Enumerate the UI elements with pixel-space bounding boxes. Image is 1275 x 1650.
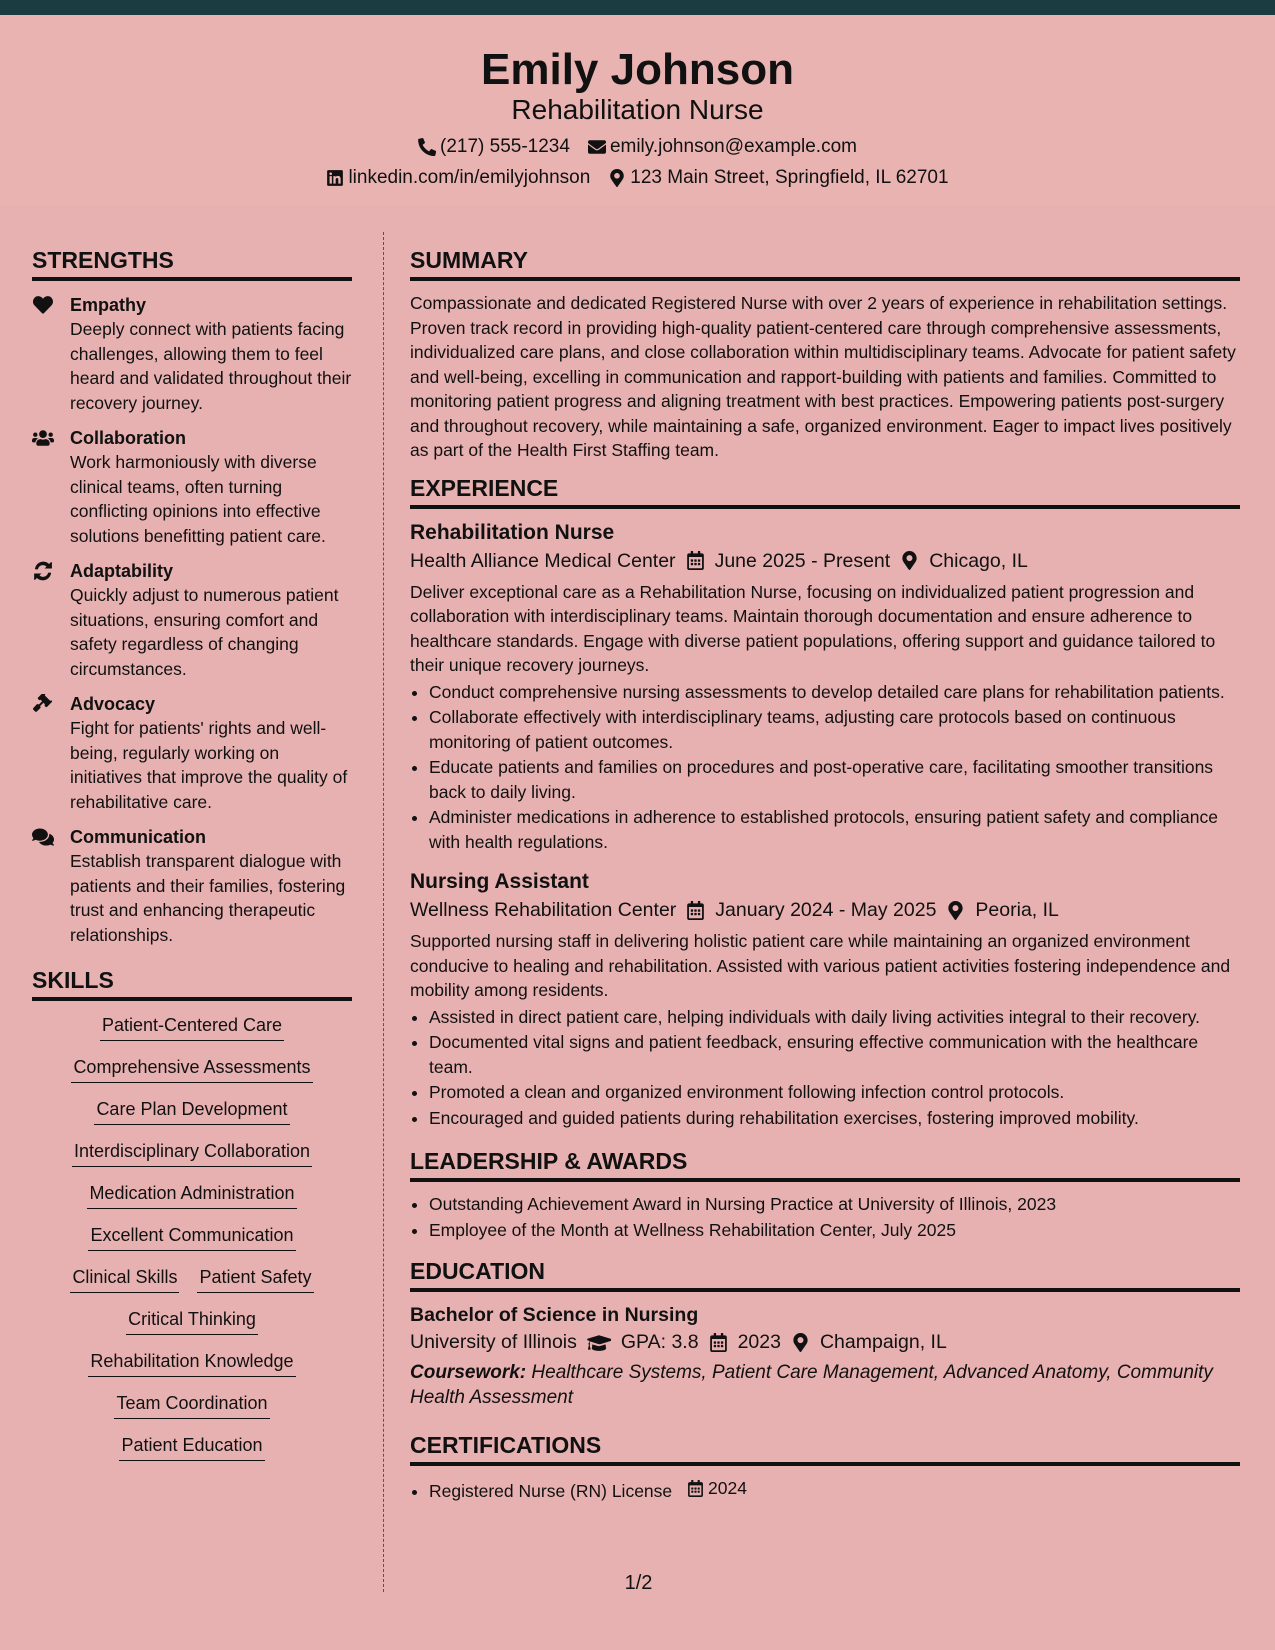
job-title: Nursing Assistant [410, 870, 589, 893]
email-item[interactable] [588, 135, 857, 159]
skills-list [32, 1013, 352, 1461]
strength-name: Empathy [70, 295, 147, 315]
strength-item [32, 426, 352, 548]
school-location: Champaign, IL [819, 1331, 947, 1353]
map-marker-icon [946, 901, 965, 920]
phone-text: (217) 555-1234 [440, 136, 570, 157]
right-column [410, 245, 1240, 1513]
certifications-heading: CERTIFICATIONS [410, 1430, 1240, 1466]
strength-name: Advocacy [70, 694, 156, 714]
linkedin-text[interactable]: linkedin.com/in/emilyjohnson [348, 167, 591, 188]
list-item: • Administer medications in adherence to established protocols, ensuring patient safety and compliance with health regulations. [429, 805, 1240, 854]
skill-tag: Interdisciplinary Collaboration [72, 1139, 312, 1167]
certification-date [687, 1476, 747, 1501]
job-title: Rehabilitation Nurse [410, 520, 615, 544]
job-description: Supported nursing staff in delivering holistic patient care while maintaining an organized environment conducive to healing and rehabilitation. Assisted with various patient activities fostering independence and mobility among residents. [410, 931, 1231, 1000]
strength-desc: Establish transparent dialogue with patients and their families, fostering trust and enhancing therapeutic relationships. [70, 851, 346, 945]
school-name: University of Illinois [410, 1331, 577, 1353]
list-item: • Documented vital signs and patient feedback, ensuring effective communication with the healthcare team. [429, 1030, 1240, 1079]
job-location: Peoria, IL [975, 899, 1059, 921]
job-meta [410, 547, 1240, 575]
linkedin-icon [326, 169, 344, 187]
calendar-icon [686, 551, 705, 570]
strength-desc: Quickly adjust to numerous patient situations, ensuring comfort and safety regardless of changing circumstances. [70, 585, 339, 679]
coursework-text: Healthcare Systems, Patient Care Management, Advanced Anatomy, Community Health Assessment [410, 1362, 1213, 1408]
strength-item [32, 692, 352, 814]
address-item [608, 166, 948, 190]
list-item: • Employee of the Month at Wellness Rehabilitation Center, July 2025 [429, 1218, 1240, 1243]
strengths-section [32, 245, 352, 947]
skills-heading: SKILLS [32, 965, 352, 1001]
awards-heading: LEADERSHIP & AWARDS [410, 1146, 1240, 1182]
skill-tag: Excellent Communication [88, 1223, 295, 1251]
job-company: Health Alliance Medical Center [410, 549, 676, 572]
phone-item [418, 135, 570, 159]
list-item: • Conduct comprehensive nursing assessments to develop detailed care plans for rehabilitation patients. [429, 680, 1240, 705]
strength-name: Communication [70, 827, 207, 847]
candidate-name: Emily Johnson [481, 45, 794, 94]
strength-item [32, 825, 352, 947]
certifications-section [410, 1430, 1240, 1503]
linkedin-item[interactable] [326, 166, 590, 190]
strength-desc: Work harmoniously with diverse clinical teams, often turning conflicting opinions into effective solutions benefitting patient care. [70, 452, 326, 546]
page-number [0, 1572, 1275, 1595]
graduation-cap-icon [587, 1333, 611, 1352]
certification-name: Registered Nurse (RN) License [429, 1480, 673, 1501]
strength-name: Adaptability [70, 561, 174, 581]
contact-row-2 [0, 166, 1275, 190]
skill-tag: Patient-Centered Care [100, 1013, 284, 1041]
strength-item [32, 559, 352, 681]
experience-heading: EXPERIENCE [410, 473, 1240, 509]
list-item: • Promoted a clean and organized environment following infection control protocols. [429, 1080, 1240, 1105]
left-column [32, 245, 352, 1461]
job-description: Deliver exceptional care as a Rehabilitation Nurse, focusing on individualized patient progression and collaboration with interdisciplinary teams. Maintain thorough documentation and ensure adherence to healthcare standards. Engage with diverse patient populations, offering support and guidance tailored to their unique recovery journeys. [410, 581, 1216, 675]
strength-item [32, 293, 352, 415]
summary-section [410, 245, 1240, 463]
resume-header [0, 15, 1275, 205]
coursework-label: Coursework: [410, 1362, 527, 1383]
job-bullets [410, 1005, 1240, 1131]
skill-tag: Critical Thinking [126, 1307, 258, 1335]
strengths-heading: STRENGTHS [32, 245, 352, 281]
degree-title: Bachelor of Science in Nursing [410, 1304, 699, 1326]
summary-heading: SUMMARY [410, 245, 1240, 281]
skill-tag: Rehabilitation Knowledge [88, 1349, 295, 1377]
job-meta [410, 896, 1240, 924]
calendar-icon [709, 1333, 728, 1352]
address-text: 123 Main Street, Springfield, IL 62701 [630, 167, 949, 188]
page-number-text: 1/2 [624, 1572, 653, 1594]
experience-section [410, 473, 1240, 1131]
top-bar [0, 0, 1275, 15]
job-location: Chicago, IL [929, 549, 1028, 572]
strength-desc: Fight for patients' rights and well-being, regularly working on initiatives that improve the quality of rehabilitative care. [70, 718, 348, 812]
calendar-icon [687, 1480, 704, 1497]
graduation-year: 2023 [737, 1331, 781, 1353]
job-entry [410, 519, 1240, 855]
gavel-icon [32, 694, 54, 714]
list-item [429, 1476, 1240, 1503]
certifications-list [410, 1476, 1240, 1503]
gpa: GPA: 3.8 [620, 1331, 699, 1353]
list-item: • Educate patients and families on procedures and post-operative care, facilitating smoother transitions back to daily living. [429, 755, 1240, 804]
job-company: Wellness Rehabilitation Center [410, 899, 677, 921]
skills-section [32, 965, 352, 1461]
phone-icon [418, 138, 436, 156]
map-marker-icon [900, 551, 919, 570]
certification-year: 2024 [708, 1478, 747, 1498]
skill-tag: Clinical Skills [70, 1265, 179, 1293]
list-item: • Assisted in direct patient care, helping individuals with daily living activities integral to their recovery. [429, 1005, 1240, 1030]
map-marker-icon [791, 1333, 810, 1352]
education-section [410, 1256, 1240, 1410]
skill-tag: Comprehensive Assessments [71, 1055, 312, 1083]
summary-text: Compassionate and dedicated Registered Nurse with over 2 years of experience in rehabilitation settings. Proven track record in providing high-quality patient-centered care through comprehensive assessments, individualized care plans, and close collaboration within multidisciplinary teams. Advocate for patient safety and well-being, excelling in communication and rapport-building with patients and families. Committed to monitoring patient progress and aligning treatment with best practices. Empowering patients post-surgery and throughout recovery, while maintaining a safe, organized environment. Eager to impact lives positively as part of the Health First Staffing team. [410, 293, 1236, 460]
calendar-icon [686, 901, 705, 920]
education-meta [410, 1328, 1240, 1356]
education-heading: EDUCATION [410, 1256, 1240, 1292]
list-item: • Outstanding Achievement Award in Nursing Practice at University of Illinois, 2023 [429, 1192, 1240, 1217]
job-entry [410, 868, 1240, 1130]
awards-section [410, 1146, 1240, 1242]
job-dates: January 2024 - May 2025 [715, 899, 937, 921]
skill-tag: Care Plan Development [94, 1097, 289, 1125]
strength-name: Collaboration [70, 428, 186, 448]
skill-tag: Team Coordination [114, 1391, 269, 1419]
list-item: • Collaborate effectively with interdisciplinary teams, adjusting care protocols based on continuous monitoring of patient outcomes. [429, 705, 1240, 754]
heart-icon [32, 295, 54, 315]
envelope-icon [588, 138, 606, 156]
skill-tag: Patient Education [119, 1433, 264, 1461]
column-divider [383, 232, 384, 1592]
strength-desc: Deeply connect with patients facing challenges, allowing them to feel heard and validated throughout their recovery journey. [70, 319, 352, 413]
coursework [410, 1360, 1240, 1410]
map-marker-icon [608, 169, 626, 187]
skill-tag: Medication Administration [87, 1181, 296, 1209]
job-dates: June 2025 - Present [714, 549, 891, 572]
comments-icon [32, 827, 54, 847]
job-bullets [410, 680, 1240, 855]
list-item: • Encouraged and guided patients during rehabilitation exercises, fostering improved mobility. [429, 1106, 1240, 1131]
awards-list [410, 1192, 1240, 1242]
candidate-title: Rehabilitation Nurse [511, 94, 764, 125]
skill-tag: Patient Safety [197, 1265, 313, 1293]
users-icon [32, 428, 54, 448]
sync-icon [32, 561, 54, 581]
email-text[interactable]: emily.johnson@example.com [609, 136, 857, 157]
contact-row-1 [0, 135, 1275, 159]
